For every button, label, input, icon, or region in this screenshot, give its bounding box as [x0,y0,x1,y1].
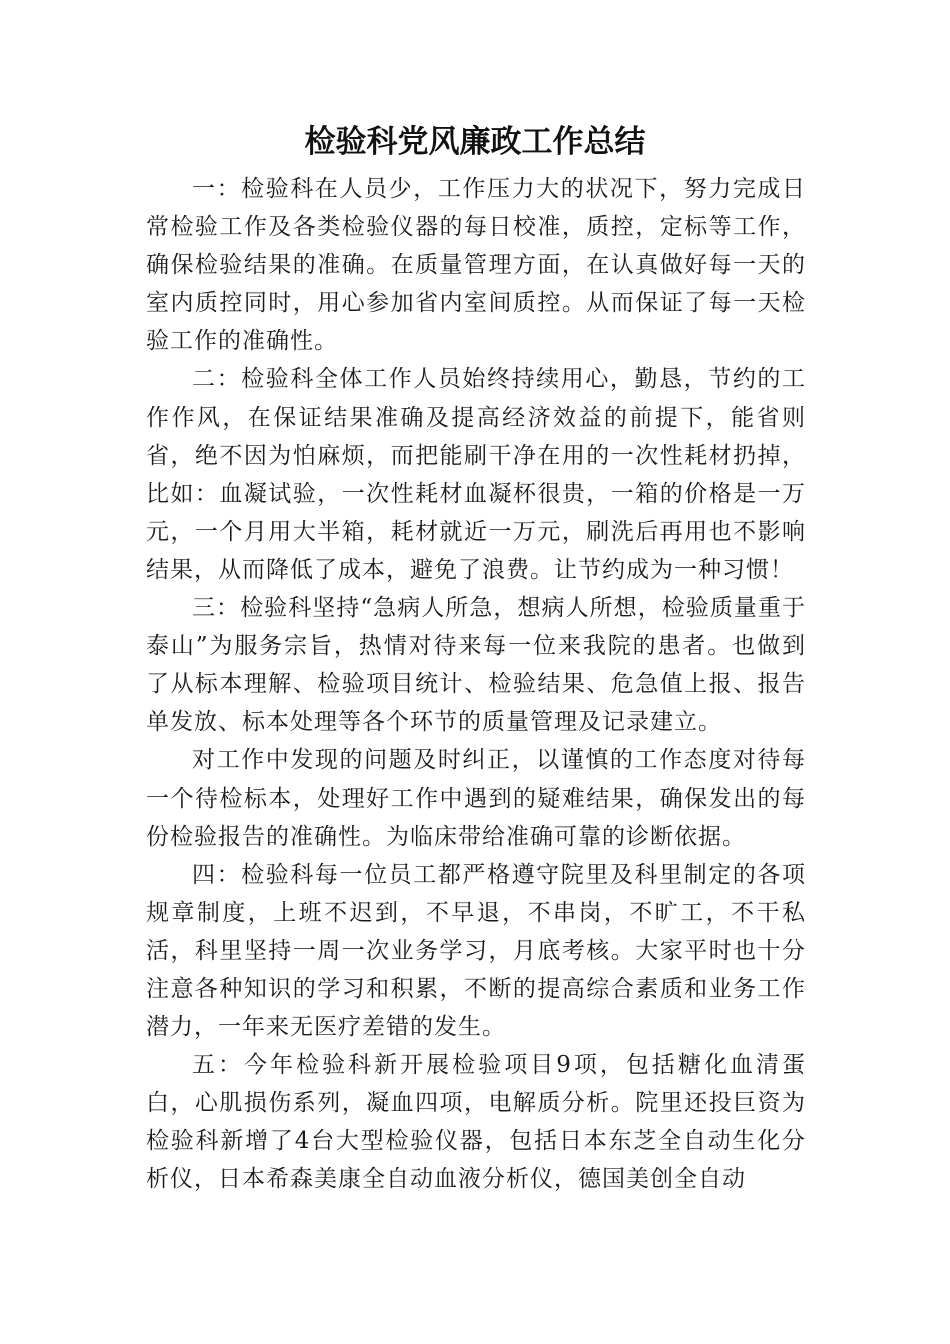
paragraph-6: 五：今年检验科新开展检验项目9项，包括糖化血清蛋白，心肌损伤系列，凝血四项，电解质分析。院里还投巨资为检验科新增了4台大型检验仪器，包括日本东芝全自动生化分析仪，日本希森美康全自动血液分析仪，德国美创全自动 [146,1052,806,1193]
document-body [146,170,806,1199]
paragraph-1: 一：检验科在人员少，工作压力大的状况下，努力完成日常检验工作及各类检验仪器的每日校准，质控，定标等工作，确保检验结果的准确。在质量管理方面，在认真做好每一天的室内质控同时，用心参加省内室间质控。从而保证了每一天检验工作的准确性。 [146,176,806,355]
document-title: 检验科党风廉政工作总结 [304,124,646,160]
paragraph-5: 四：检验科每一位员工都严格遵守院里及科里制定的各项规章制度，上班不迟到，不早退，不串岗，不旷工，不干私活，科里坚持一周一次业务学习，月底考核。大家平时也十分注意各种知识的学习和积累，不断的提高综合素质和业务工作潜力，一年来无医疗差错的发生。 [146,861,806,1041]
paragraph-2: 二：检验科全体工作人员始终持续用心，勤恳，节约的工作作风，在保证结果准确及提高经济效益的前提下，能省则省，绝不因为怕麻烦，而把能刷干净在用的一次性耗材扔掉，比如：血凝试验，一次性耗材血凝杯很贵，一箱的价格是一万元，一个月用大半箱，耗材就近一万元，刷洗后再用也不影响结果，从而降低了成本，避免了浪费。让节约成为一种习惯！ [146,366,806,583]
paragraph-4: 对工作中发现的问题及时纠正，以谨慎的工作态度对待每一个待检标本，处理好工作中遇到的疑难结果，确保发出的每份检验报告的准确性。为临床带给准确可靠的诊断依据。 [146,747,806,850]
paragraph-3: 三：检验科坚持“急病人所急，想病人所想，检验质量重于泰山”为服务宗旨，热情对待来每一位来我院的患者。也做到了从标本理解、检验项目统计、检验结果、危急值上报、报告单发放、标本处理等各个环节的质量管理及记录建立。 [146,595,806,736]
